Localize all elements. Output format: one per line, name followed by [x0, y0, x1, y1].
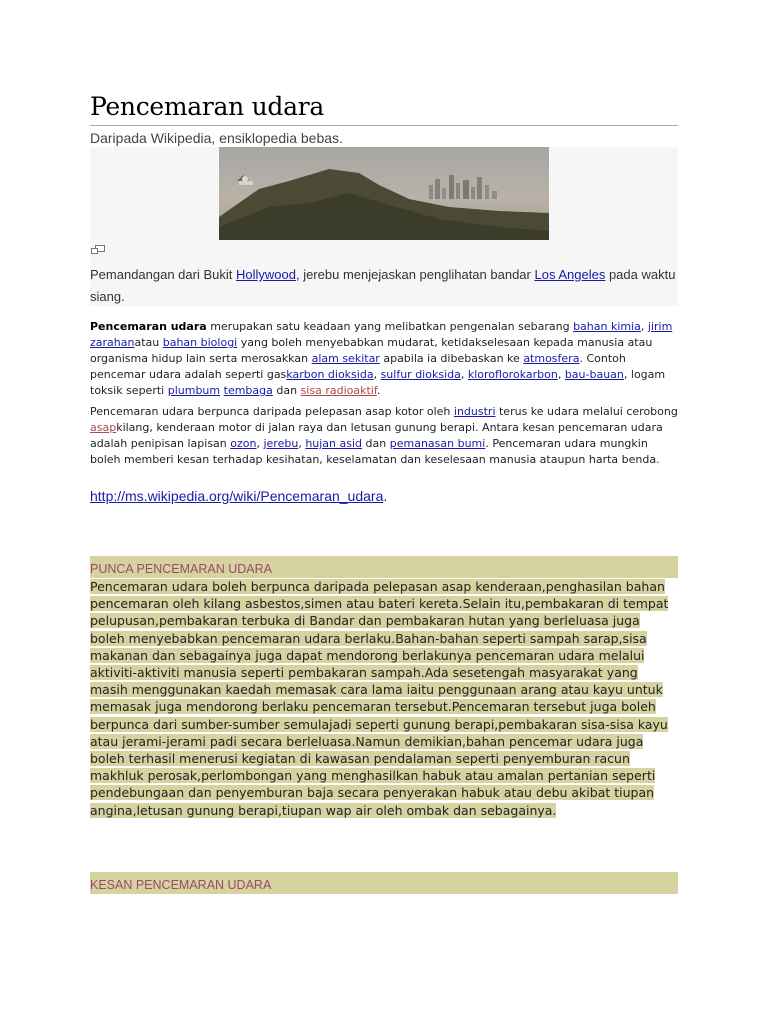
link-alam-sekitar[interactable]: alam sekitar	[311, 352, 380, 365]
link-sulfur-dioksida[interactable]: sulfur dioksida	[380, 368, 461, 381]
link-atmosfera[interactable]: atmosfera	[523, 352, 580, 365]
link-bau-bauan[interactable]: bau-bauan	[564, 368, 624, 381]
figure-box	[90, 147, 678, 306]
section-heading-kesan: KESAN PENCEMARAN UDARA	[90, 872, 678, 894]
link-bahan-biologi[interactable]: bahan biologi	[162, 336, 238, 349]
link-bahan-kimia[interactable]: bahan kimia	[573, 320, 641, 333]
link-los-angeles[interactable]: Los Angeles	[534, 267, 606, 282]
link-ozon[interactable]: ozon	[230, 437, 257, 450]
causes-paragraph: Pencemaran udara berpunca daripada pelepasan asap kotor oleh industri terus ke udara melalui cerobong asapkilang, kenderaan motor di jalan raya dan letusan gunung berapi. Antara kesan pencemaran udara adalah penipisan lapisan ozon, jerebu, hujan asid dan pemanasan bumi. Pencemaran udara mungkin boleh memberi kesan terhadap kesihatan, keselamatan dan keselesaan manusia ataupun harta benda.	[90, 405, 678, 466]
link-sisa-radioaktif[interactable]: sisa radioaktif	[300, 384, 377, 397]
intro-paragraph: Pencemaran udara merupakan satu keadaan yang melibatkan pengenalan sebarang bahan kimia, jirim zarahanatau bahan biologi yang boleh menyebabkan mudarat, ketidakselesaan kepada manusia atau organisma hidup lain serta merosakkan alam sekitar apabila ia dibebaskan ke atmosfera. Contoh pencemar udara adalah seperti gaskarbon dioksida, sulfur dioksida, kloroflorokarbon, bau-bauan, logam toksik seperti plumbum tembaga dan sisa radioaktif.	[90, 320, 673, 397]
hollywood-photo[interactable]	[219, 147, 549, 240]
link-hollywood[interactable]: Hollywood	[235, 267, 296, 282]
link-plumbum[interactable]: plumbum	[167, 384, 221, 397]
link-karbon-dioksida[interactable]: karbon dioksida	[286, 368, 374, 381]
photo-image	[219, 147, 549, 240]
section-heading-punca: PUNCA PENCEMARAN UDARA	[90, 556, 678, 578]
magnify-clip-icon[interactable]	[91, 245, 105, 255]
figure-caption: Pemandangan dari Bukit Hollywood, jerebu menjejaskan penglihatan bandar Los Angeles pada waktu siang.	[90, 267, 676, 304]
link-hujan-asid[interactable]: hujan asid	[305, 437, 363, 450]
link-jerebu[interactable]: jerebu	[263, 437, 299, 450]
source-url-line: http://ms.wikipedia.org/wiki/Pencemaran_udara.	[90, 488, 388, 504]
link-industri[interactable]: industri	[453, 405, 496, 418]
page-subtitle: Daripada Wikipedia, ensiklopedia bebas.	[90, 130, 343, 146]
source-url-link[interactable]: http://ms.wikipedia.org/wiki/Pencemaran_udara	[90, 488, 384, 504]
title-divider	[90, 125, 678, 126]
link-asap[interactable]: asap	[90, 421, 117, 434]
section-body-punca: Pencemaran udara boleh berpunca daripada pelepasan asap kenderaan,penghasilan bahan pencemaran oleh kilang asbestos,simen atau bateri kereta.Selain itu,pembakaran di tempat pelupusan,pembakaran terbuka di Bandar dan pembakaran hutan yang berleluasa juga boleh menyebabkan pencemaran udara berlaku.Bahan-bahan seperti sampah sarap,sisa makanan dan sebagainya juga dapat mendorong berlakunya pencemaran udara melalui aktiviti-aktiviti manusia seperti pembakaran sampah.Ada sesetengah masyarakat yang masih menggunakan kaedah memasak cara lama iaitu penggunaan arang atau kayu untuk memasak juga mendorong berlaku pencemaran tersebut.Pencemaran tersebut juga boleh berpunca dari sumber-sumber semulajadi seperti gunung berapi,pembakaran sisa-sisa kayu atau jerami-jerami padi secara berleluasa.Namun demikian,bahan pencemar udara juga boleh terhasil menerusi kegiatan di kawasan pendalaman seperti penyemburan racun makhluk perosak,perlombongan yang menghasilkan habuk atau amalan pertanian seperti pendebungaan dan penyemburan baja secara penyerakan habuk atau debu akibat tiupan angina,letusan gunung berapi,tiupan wap air oleh ombak dan sebagainya.	[90, 579, 669, 818]
page-title: Pencemaran udara	[90, 92, 324, 121]
link-tembaga[interactable]: tembaga	[223, 384, 273, 397]
link-kloroflorokarbon[interactable]: kloroflorokarbon	[467, 368, 558, 381]
link-pemanasan-bumi[interactable]: pemanasan bumi	[389, 437, 486, 450]
link-jirim-zarahan[interactable]: jirim zarahan	[90, 320, 673, 349]
